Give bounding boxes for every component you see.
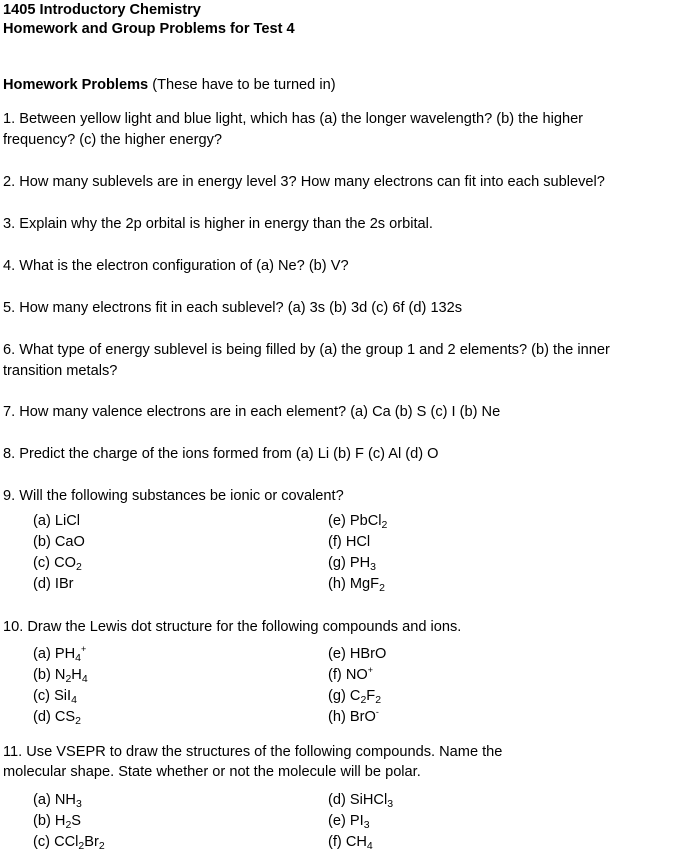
q10-item-g: (g) $C_2F_2$ xyxy=(328,688,382,706)
question-5: 5. How many electrons fit in each sublevel? (a) 3s (b) 3d (c) 6f (d) 132s xyxy=(3,300,463,316)
question-11-list-left xyxy=(33,790,105,853)
question-11-line-2: molecular shape. State whether or not the molecule will be polar. xyxy=(3,764,421,780)
q11-item-f: (f) $CH_4$ xyxy=(328,834,373,852)
question-7: 7. How many valence electrons are in each element? (a) Ca (b) S (c) I (b) Ne xyxy=(3,404,501,420)
q11-item-c: (c) $CCl_2Br_2$ xyxy=(33,834,105,852)
question-9: 9. Will the following substances be ionic or covalent? xyxy=(3,488,344,504)
q10-item-e: (e) HBrO xyxy=(328,646,387,662)
section-note: (These have to be turned in) xyxy=(148,77,336,93)
question-9-list-right xyxy=(328,511,387,595)
question-2: 2. How many sublevels are in energy level 3? How many electrons can fit into each sublevel? xyxy=(3,174,605,190)
question-10-list-left xyxy=(33,644,88,728)
q9-item-c: (c) $CO_2$ xyxy=(33,555,82,573)
question-4: 4. What is the electron configuration of (a) Ne? (b) V? xyxy=(3,258,349,274)
q9-item-a: (a) LiCl xyxy=(33,513,81,529)
q10-item-d: (d) $CS_2$ xyxy=(33,709,82,727)
q10-item-h: (h) BrO- xyxy=(328,707,379,725)
section-heading xyxy=(3,77,336,94)
document-subtitle: Homework and Group Problems for Test 4 xyxy=(3,21,295,37)
q10-item-b: (b) $N_2H_4$ xyxy=(33,667,88,685)
question-6-line-1: 6. What type of energy sublevel is being filled by (a) the group 1 and 2 elements? (b) the inner xyxy=(3,342,610,358)
question-1-line-2: frequency? (c) the higher energy? xyxy=(3,132,223,148)
question-11-line-1: 11. Use VSEPR to draw the structures of the following compounds. Name the xyxy=(3,744,503,760)
q11-item-d: (d) SiHCl$_3$ xyxy=(328,792,394,810)
question-10-list-right xyxy=(328,644,386,728)
q11-item-b: (b) $H_2S$ xyxy=(33,813,82,831)
q9-item-e: (e) PbCl$_2$ xyxy=(328,513,388,531)
q10-item-c: (c) SiI$_4$ xyxy=(33,688,77,706)
q10-item-f: (f) NO+ xyxy=(328,665,373,683)
q11-item-e: (e) $PI_3$ xyxy=(328,813,370,831)
section-title: Homework Problems xyxy=(3,77,149,93)
question-9-list-left xyxy=(33,511,85,595)
course-title: 1405 Introductory Chemistry xyxy=(3,2,201,18)
question-11-list-right xyxy=(328,790,393,853)
question-8: 8. Predict the charge of the ions formed from (a) Li (b) F (c) Al (d) O xyxy=(3,446,439,462)
question-6-line-2: transition metals? xyxy=(3,363,118,379)
question-10: 10. Draw the Lewis dot structure for the following compounds and ions. xyxy=(3,619,462,635)
q9-item-g: (g) $PH_3$ xyxy=(328,555,377,573)
question-1-line-1: 1. Between yellow light and blue light, which has (a) the longer wavelength? (b) the higher xyxy=(3,111,584,127)
question-3: 3. Explain why the 2p orbital is higher in energy than the 2s orbital. xyxy=(3,216,433,232)
q10-item-a: (a) $PH_4^+$ xyxy=(33,644,87,664)
q11-item-a: (a) $NH_3$ xyxy=(33,792,82,810)
q9-item-h: (h) MgF$_2$ xyxy=(328,576,385,594)
q9-item-f: (f) HCl xyxy=(328,534,371,550)
q9-item-b: (b) CaO xyxy=(33,534,85,550)
q9-item-d: (d) IBr xyxy=(33,576,74,592)
